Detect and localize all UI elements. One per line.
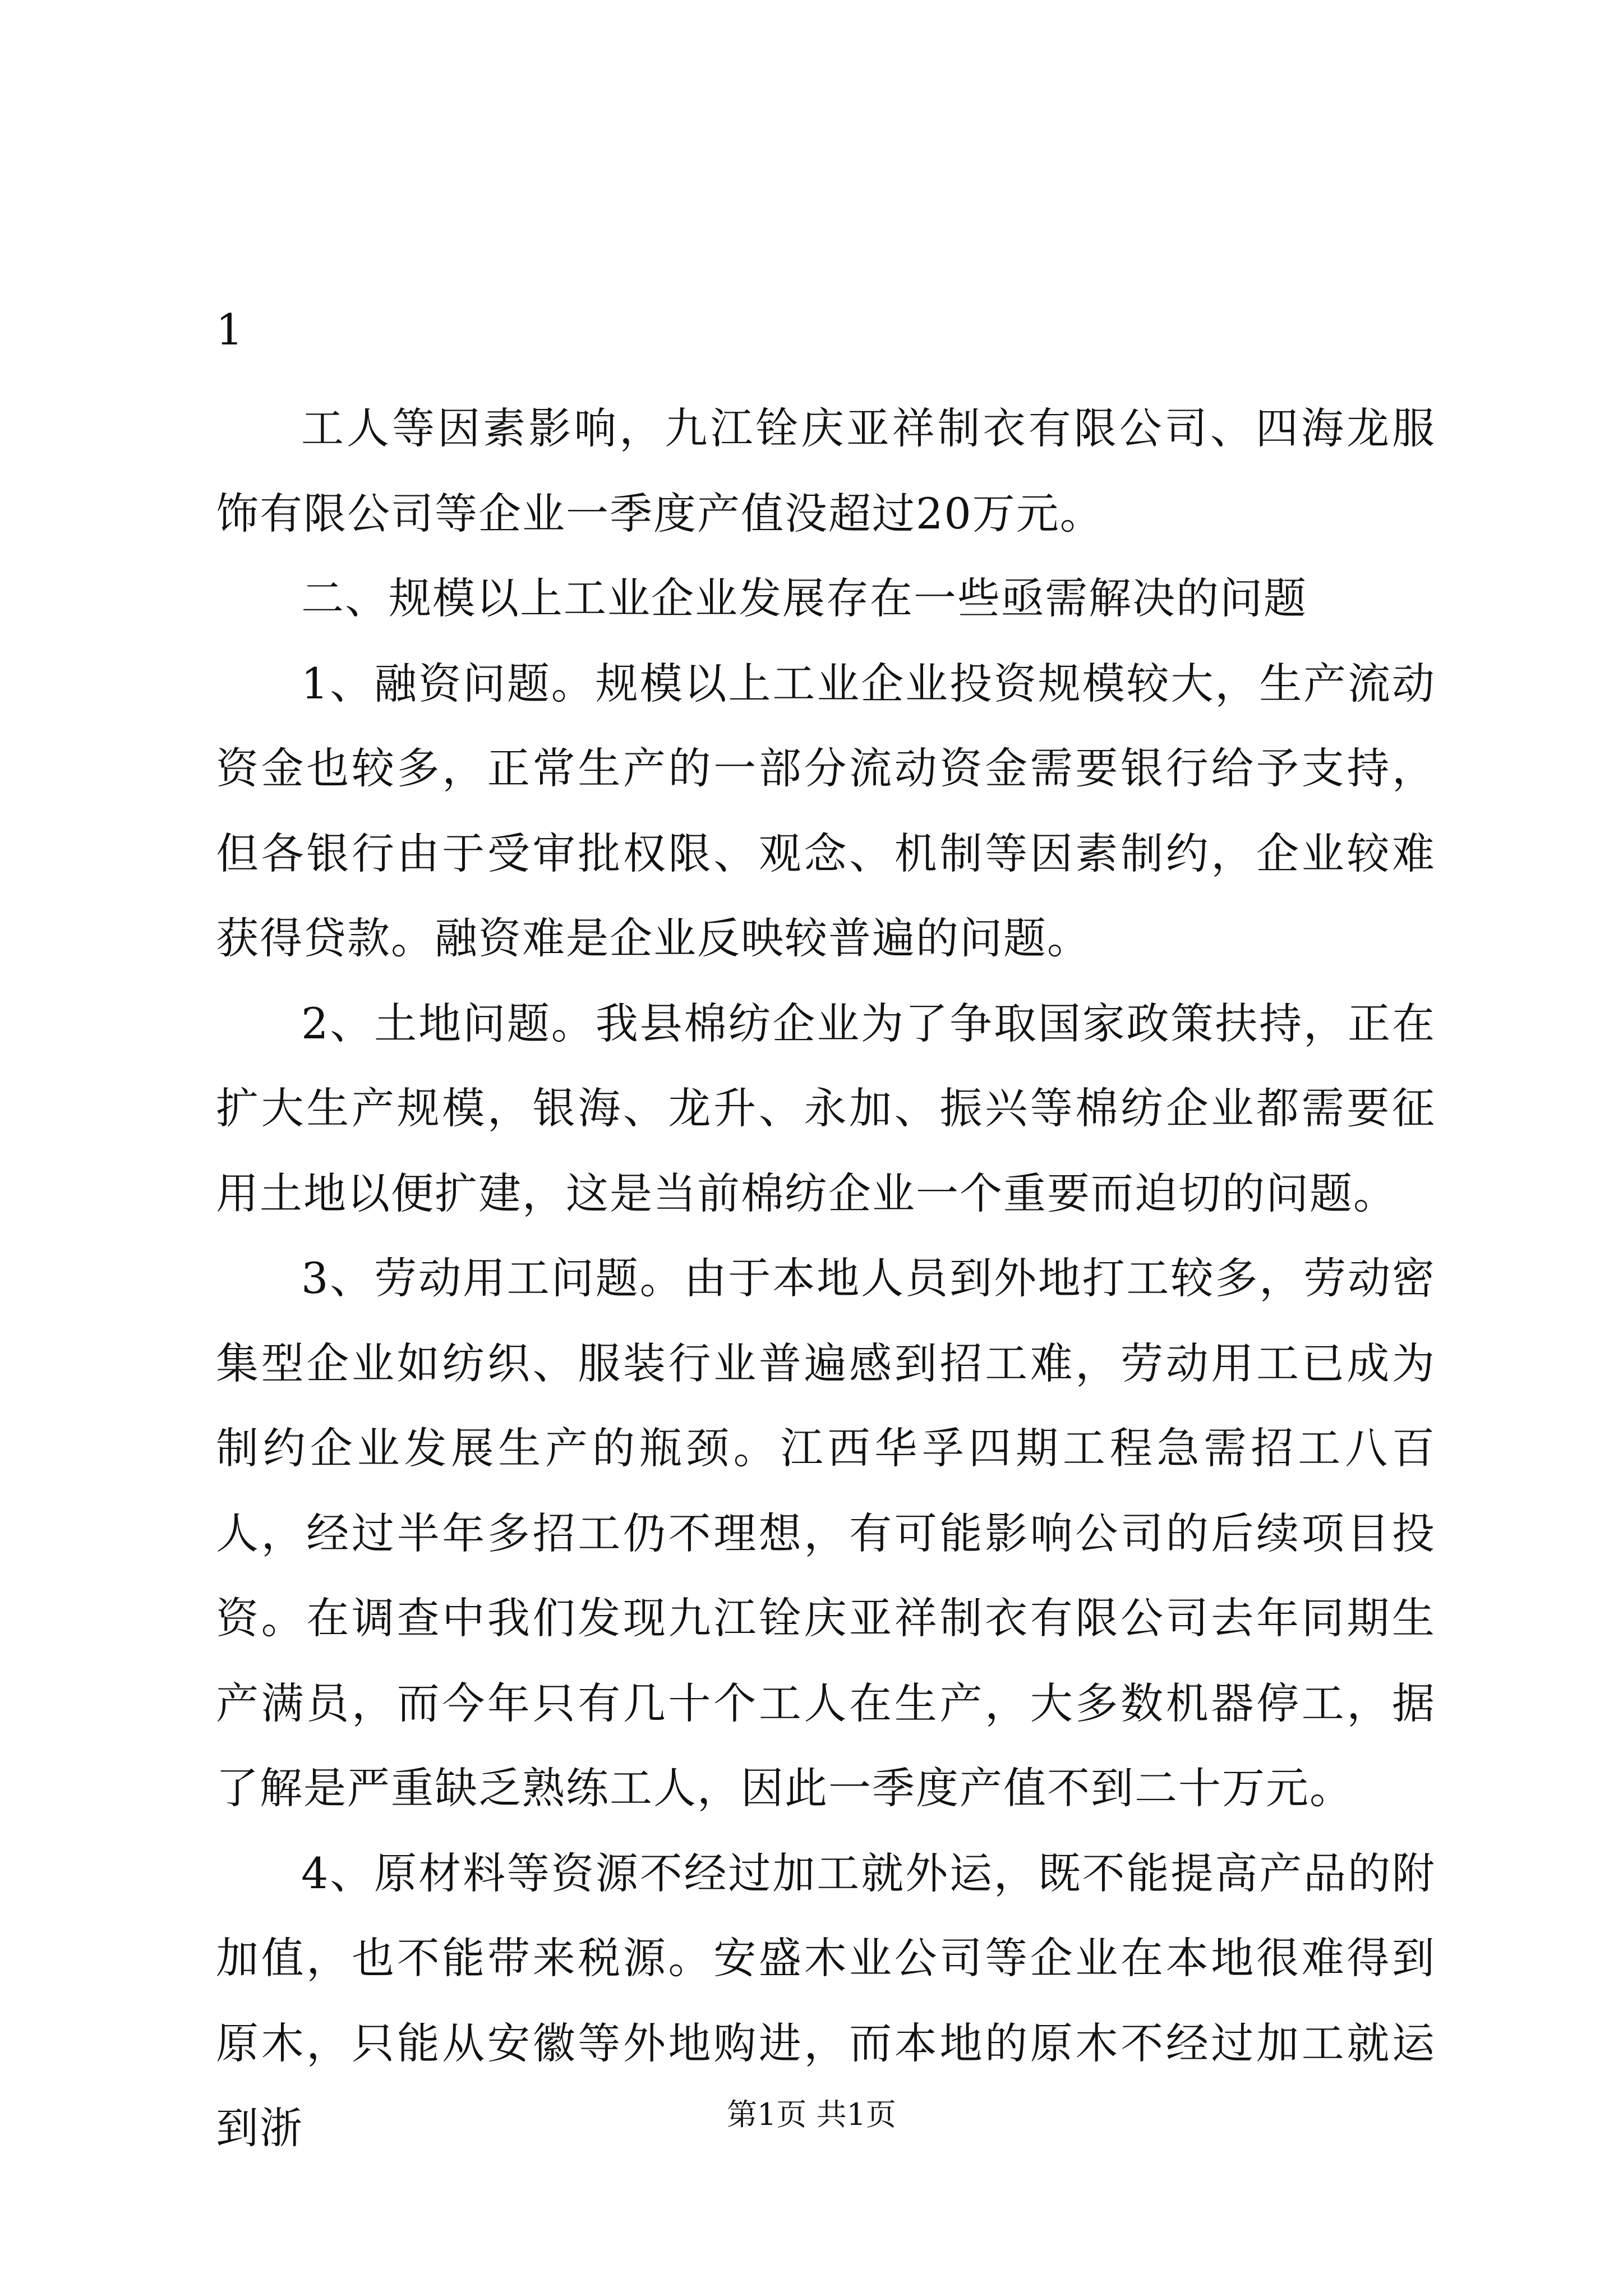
paragraph-financing: 1、融资问题。规模以上工业企业投资规模较大，生产流动资金也较多，正常生产的一部分流动资金需要银行给予支持，但各银行由于受审批权限、观念、机制等因素制约，企业较难获得贷款。融资难是企业反映较普遍的问题。	[216, 658, 1436, 963]
paragraph-raw-materials: 4、原材料等资源不经过加工就外运，既不能提高产品的附加值，也不能带来税源。安盛木业公司等企业在本地很难得到原木，只能从安徽等外地购进，而本地的原木不经过加工就运到浙	[216, 1848, 1436, 2153]
page-marker: 1	[216, 305, 243, 355]
paragraph-labor: 3、劳动用工问题。由于本地人员到外地打工较多，劳动密集型企业如纺织、服装行业普遍感到招工难，劳动用工已成为制约企业发展生产的瓶颈。江西华孚四期工程急需招工八百人，经过半年多招工仍不理想，有可能影响公司的后续项目投资。在调查中我们发现九江铨庆亚祥制衣有限公司去年同期生产满员，而今年只有几十个工人在生产，大多数机器停工，据了解是严重缺乏熟练工人，因此一季度产值不到二十万元。	[216, 1253, 1436, 1813]
section-heading: 二、规模以上工业企业发展存在一些亟需解决的问题	[301, 573, 1307, 623]
paragraph-land: 2、土地问题。我县棉纺企业为了争取国家政策扶持，正在扩大生产规模，银海、龙升、永加、振兴等棉纺企业都需要征用土地以便扩建，这是当前棉纺企业一个重要而迫切的问题。	[216, 998, 1436, 1218]
paragraph-continuation: 工人等因素影响，九江铨庆亚祥制衣有限公司、四海龙服饰有限公司等企业一季度产值没超过20万元。	[216, 403, 1436, 539]
body-text	[216, 386, 1436, 2171]
page-footer: 第1页 共1页	[727, 2097, 896, 2132]
